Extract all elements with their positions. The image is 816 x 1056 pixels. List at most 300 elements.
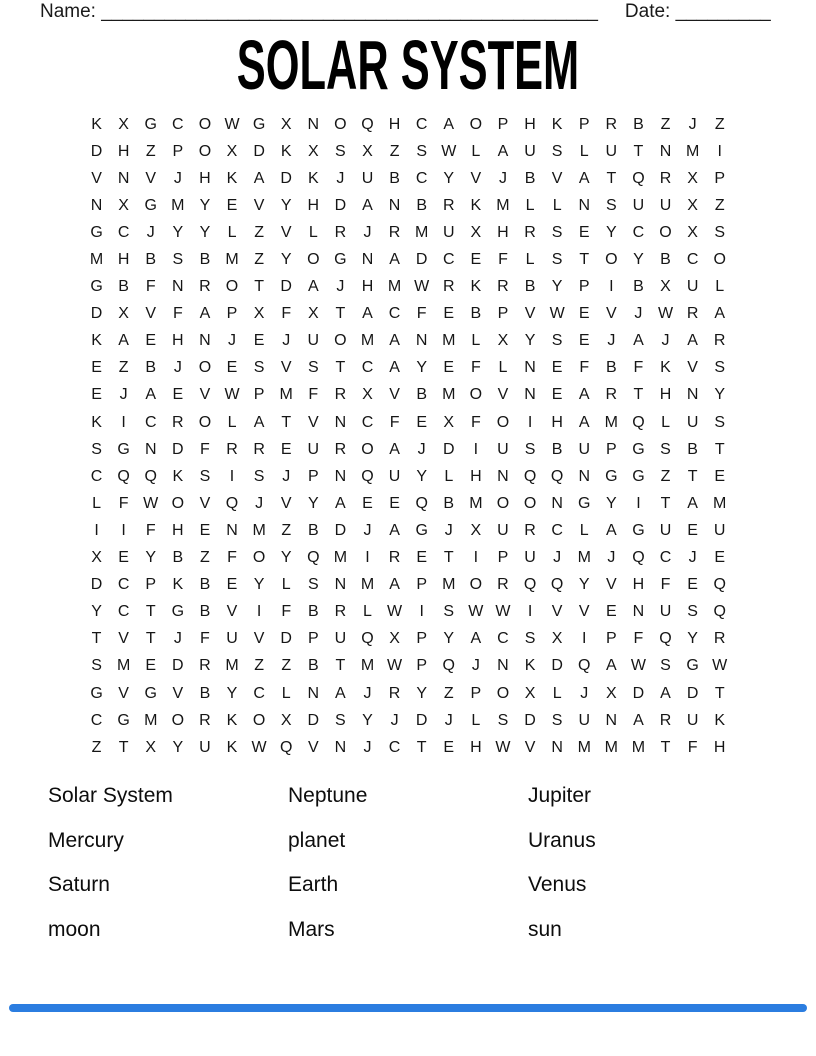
grid-letter: N — [686, 386, 699, 404]
grid-letter: L — [552, 196, 562, 214]
grid-letter: M — [442, 576, 456, 594]
grid-letter: U — [497, 440, 509, 458]
grid-letter: L — [308, 223, 318, 241]
grid-letter: J — [173, 359, 182, 377]
grid-letter: E — [578, 305, 590, 323]
grid-letter: A — [389, 332, 400, 350]
grid-letter: F — [118, 494, 129, 512]
grid-letter: N — [172, 278, 184, 296]
grid-letter: S — [605, 196, 617, 214]
grid-letter: Y — [226, 684, 238, 702]
grid-letter: O — [469, 386, 483, 404]
grid-letter: Q — [550, 576, 564, 594]
grid-letter: R — [605, 386, 618, 404]
grid-letter: Y — [145, 549, 157, 567]
grid-letter: I — [527, 603, 533, 621]
grid-letter: Y — [416, 684, 427, 702]
grid-letter: U — [334, 630, 347, 648]
grid-letter: A — [389, 251, 400, 269]
grid-letter: O — [252, 549, 266, 567]
grid-letter: L — [552, 684, 562, 702]
grid-letter: U — [307, 332, 320, 350]
grid-letter: F — [200, 440, 210, 458]
grid-letter: B — [633, 278, 644, 296]
grid-letter: R — [659, 711, 672, 729]
grid-letter: R — [199, 657, 211, 675]
grid-letter: N — [551, 738, 563, 756]
grid-letter: F — [227, 549, 237, 567]
grid-letter: D — [253, 142, 265, 160]
grid-letter: R — [199, 278, 211, 296]
grid-letter: N — [524, 386, 536, 404]
grid-letter: C — [117, 576, 130, 594]
grid-letter: M — [279, 386, 293, 404]
grid-letter: E — [551, 386, 563, 404]
grid-letter: B — [307, 521, 319, 539]
grid-letter: V — [578, 603, 590, 621]
grid-letter: U — [226, 630, 238, 648]
grid-letter: F — [145, 521, 156, 539]
grid-letter: B — [199, 576, 211, 594]
grid-letter: J — [580, 684, 589, 702]
grid-letter: A — [362, 196, 373, 214]
grid-letter: S — [91, 440, 102, 458]
grid-letter: S — [687, 603, 698, 621]
grid-letter: F — [308, 386, 319, 404]
grid-letter: R — [605, 115, 618, 133]
grid-letter: O — [361, 440, 374, 458]
grid-letter: G — [632, 521, 645, 539]
grid-letter: J — [363, 521, 372, 539]
grid-letter: S — [307, 576, 319, 594]
word-list-column-1 — [48, 774, 173, 952]
grid-letter: V — [253, 196, 265, 214]
grid-letter: E — [226, 576, 238, 594]
grid-letter: V — [551, 603, 563, 621]
grid-letter: C — [144, 413, 157, 431]
grid-letter: Y — [605, 223, 617, 241]
grid-letter: G — [632, 440, 645, 458]
grid-letter: M — [496, 196, 510, 214]
grid-letter: Y — [687, 630, 698, 648]
grid-letter: J — [228, 332, 237, 350]
grid-letter: T — [606, 169, 617, 187]
grid-letter: A — [389, 576, 400, 594]
grid-letter: G — [144, 684, 157, 702]
grid-letter: A — [389, 440, 400, 458]
grid-letter: B — [145, 359, 157, 377]
grid-letter: D — [90, 576, 103, 594]
grid-letter: V — [145, 169, 157, 187]
grid-letter: I — [527, 413, 533, 431]
grid-letter: J — [282, 467, 291, 485]
grid-letter: M — [360, 332, 375, 350]
grid-letter: O — [469, 576, 483, 594]
grid-letter: S — [253, 467, 265, 485]
grid-letter: D — [686, 684, 699, 702]
grid-letter: J — [553, 549, 562, 567]
grid-letter: A — [578, 386, 590, 404]
grid-letter: J — [173, 630, 182, 648]
grid-letter: O — [198, 115, 212, 133]
grid-letter: Q — [713, 603, 726, 621]
grid-letter: R — [334, 603, 347, 621]
grid-letter: K — [524, 657, 536, 675]
grid-letter: C — [172, 115, 184, 133]
word-list-item: Mars — [288, 917, 335, 941]
grid-letter: V — [307, 413, 319, 431]
grid-letter: Z — [281, 657, 292, 675]
grid-letter: C — [415, 115, 428, 133]
grid-letter: C — [442, 251, 455, 269]
grid-letter: W — [387, 657, 403, 675]
grid-letter: A — [145, 386, 157, 404]
grid-letter: S — [443, 603, 455, 621]
word-list-item: Mercury — [48, 828, 124, 852]
grid-letter: D — [551, 657, 563, 675]
grid-letter: A — [199, 305, 211, 323]
header — [40, 0, 776, 26]
grid-letter: A — [633, 711, 644, 729]
grid-letter: L — [227, 223, 237, 241]
grid-letter: H — [497, 223, 509, 241]
grid-letter: R — [524, 223, 536, 241]
grid-letter: G — [90, 278, 103, 296]
grid-letter: N — [334, 738, 347, 756]
grid-letter: H — [470, 467, 482, 485]
grid-letter: X — [497, 332, 509, 350]
grid-letter: N — [659, 142, 672, 160]
grid-letter: T — [660, 738, 671, 756]
grid-letter: H — [199, 169, 211, 187]
grid-letter: H — [172, 521, 184, 539]
grid-letter: F — [281, 603, 292, 621]
grid-letter: E — [118, 549, 129, 567]
grid-letter: O — [713, 251, 726, 269]
grid-letter: B — [524, 278, 536, 296]
grid-letter: E — [172, 386, 184, 404]
grid-letter: K — [172, 467, 184, 485]
grid-letter: H — [117, 142, 130, 160]
grid-letter: M — [225, 657, 239, 675]
grid-letter: A — [253, 169, 265, 187]
grid-letter: K — [660, 359, 671, 377]
grid-letter: J — [417, 440, 426, 458]
grid-letter: U — [524, 549, 536, 567]
grid-letter: L — [281, 576, 291, 594]
grid-letter: X — [145, 738, 157, 756]
grid-letter: T — [633, 386, 644, 404]
grid-letter: U — [361, 169, 374, 187]
grid-letter: B — [118, 278, 129, 296]
grid-letter: R — [388, 223, 401, 241]
grid-letter: W — [630, 657, 646, 675]
grid-letter: K — [91, 115, 102, 133]
grid-letter: K — [172, 576, 184, 594]
grid-letter: G — [117, 440, 130, 458]
grid-letter: Y — [524, 332, 536, 350]
grid-letter: K — [91, 332, 102, 350]
grid-letter: A — [389, 521, 400, 539]
grid-letter: O — [171, 494, 185, 512]
grid-letter: G — [686, 657, 699, 675]
grid-letter: Y — [416, 467, 427, 485]
grid-letter: W — [251, 738, 267, 756]
grid-letter: V — [524, 738, 536, 756]
grid-letter: M — [577, 549, 591, 567]
grid-letter: O — [307, 251, 320, 269]
grid-letter: C — [497, 630, 509, 648]
grid-letter: P — [714, 169, 726, 187]
grid-letter: J — [146, 223, 155, 241]
grid-letter: F — [200, 630, 210, 648]
grid-letter: U — [578, 440, 591, 458]
grid-letter: V — [605, 576, 617, 594]
grid-letter: O — [252, 711, 266, 729]
grid-letter: O — [334, 115, 347, 133]
grid-letter: X — [551, 630, 563, 648]
grid-letter: N — [226, 521, 238, 539]
grid-letter: T — [118, 738, 129, 756]
grid-letter: A — [578, 413, 590, 431]
grid-letter: Q — [117, 467, 130, 485]
grid-letter: J — [607, 549, 616, 567]
grid-letter: Q — [550, 467, 564, 485]
grid-letter: Q — [632, 413, 645, 431]
grid-letter: I — [365, 549, 370, 567]
grid-letter: B — [307, 603, 319, 621]
grid-letter: Z — [91, 738, 102, 756]
grid-letter: Y — [280, 251, 292, 269]
grid-letter: U — [659, 196, 672, 214]
grid-letter: D — [280, 630, 292, 648]
grid-letter: F — [416, 305, 427, 323]
grid-letter: R — [713, 332, 726, 350]
grid-letter: U — [524, 142, 536, 160]
grid-letter: B — [199, 603, 211, 621]
grid-letter: G — [144, 196, 157, 214]
word-list-item: sun — [528, 917, 562, 941]
grid-letter: B — [199, 684, 211, 702]
grid-letter: R — [388, 684, 401, 702]
grid-letter: Z — [254, 223, 264, 241]
grid-letter: S — [335, 142, 346, 160]
grid-letter: P — [470, 684, 482, 702]
grid-letter: P — [416, 576, 427, 594]
grid-letter: B — [172, 549, 184, 567]
grid-letter: C — [90, 467, 103, 485]
grid-letter: A — [660, 684, 671, 702]
grid-letter: F — [145, 278, 156, 296]
grid-letter: H — [172, 332, 184, 350]
grid-letter: L — [525, 196, 535, 214]
grid-letter: O — [334, 332, 347, 350]
grid-letter: E — [714, 549, 726, 567]
grid-letter: K — [714, 711, 726, 729]
word-list-item: moon — [48, 917, 101, 941]
grid-letter: M — [442, 332, 456, 350]
grid-letter: V — [307, 738, 319, 756]
grid-letter: L — [471, 332, 481, 350]
grid-letter: I — [121, 413, 126, 431]
grid-letter: S — [335, 711, 346, 729]
grid-letter: N — [497, 467, 509, 485]
grid-letter: B — [524, 169, 536, 187]
grid-letter: H — [470, 738, 482, 756]
grid-letter: X — [660, 278, 671, 296]
grid-letter: P — [253, 386, 265, 404]
grid-letter: J — [607, 332, 616, 350]
grid-letter: L — [579, 521, 589, 539]
grid-letter: F — [633, 630, 644, 648]
word-list-item: planet — [288, 828, 346, 852]
grid-letter: M — [225, 251, 239, 269]
grid-letter: E — [145, 332, 157, 350]
grid-letter: G — [144, 115, 157, 133]
word-list-item: Saturn — [48, 873, 110, 896]
grid-letter: Y — [172, 223, 184, 241]
grid-letter: J — [688, 115, 697, 133]
grid-letter: Q — [225, 494, 239, 512]
grid-letter: S — [416, 142, 427, 160]
grid-letter: G — [171, 603, 185, 621]
grid-letter: U — [388, 467, 401, 485]
grid-letter: A — [470, 630, 482, 648]
grid-letter: U — [686, 278, 699, 296]
grid-letter: H — [713, 738, 726, 756]
grid-letter: Y — [172, 738, 184, 756]
grid-letter: C — [632, 223, 645, 241]
grid-letter: Q — [632, 549, 645, 567]
grid-letter: Z — [389, 142, 400, 160]
grid-letter: A — [335, 494, 346, 512]
grid-letter: S — [524, 440, 536, 458]
grid-letter: P — [578, 115, 590, 133]
grid-letter: R — [497, 278, 509, 296]
grid-letter: S — [307, 359, 319, 377]
grid-letter: B — [660, 251, 671, 269]
grid-letter: Q — [659, 630, 672, 648]
grid-letter: C — [253, 684, 265, 702]
grid-letter: C — [551, 521, 563, 539]
word-list-item: Solar System — [48, 784, 173, 807]
grid-letter: L — [227, 413, 237, 431]
grid-letter: Z — [145, 142, 156, 160]
grid-letter: V — [605, 305, 617, 323]
grid-letter: D — [90, 305, 103, 323]
grid-letter: W — [414, 278, 430, 296]
grid-letter: I — [473, 549, 479, 567]
grid-letter: F — [633, 359, 644, 377]
grid-letter: F — [172, 305, 183, 323]
grid-letter: P — [497, 305, 509, 323]
grid-letter: A — [687, 332, 698, 350]
grid-letter: W — [495, 603, 511, 621]
grid-letter: J — [444, 711, 453, 729]
grid-letter: M — [252, 521, 266, 539]
grid-letter: N — [334, 576, 347, 594]
grid-letter: C — [388, 305, 401, 323]
grid-letter: V — [253, 630, 265, 648]
grid-letter: S — [714, 359, 726, 377]
grid-letter: X — [524, 684, 536, 702]
grid-letter: J — [282, 332, 291, 350]
grid-letter: Q — [144, 467, 157, 485]
grid-letter: O — [171, 711, 185, 729]
grid-letter: R — [199, 711, 211, 729]
grid-letter: E — [714, 467, 726, 485]
word-list-column-3 — [528, 774, 596, 952]
grid-letter: Y — [578, 576, 590, 594]
grid-letter: W — [387, 603, 403, 621]
grid-letter: N — [388, 196, 401, 214]
grid-letter: I — [229, 467, 235, 485]
grid-letter: B — [605, 359, 617, 377]
grid-letter: J — [498, 169, 507, 187]
grid-letter: X — [307, 142, 319, 160]
word-list — [0, 774, 816, 964]
grid-letter: T — [660, 494, 671, 512]
grid-letter: G — [90, 684, 103, 702]
grid-letter: O — [496, 413, 510, 431]
grid-letter: P — [416, 657, 427, 675]
grid-letter: F — [687, 738, 698, 756]
grid-letter: T — [145, 603, 156, 621]
grid-letter: Z — [200, 549, 210, 567]
grid-letter: X — [470, 223, 482, 241]
grid-letter: R — [172, 413, 184, 431]
grid-letter: C — [415, 169, 428, 187]
grid-letter: X — [687, 223, 698, 241]
grid-letter: I — [609, 278, 614, 296]
grid-letter: P — [307, 630, 319, 648]
grid-letter: P — [578, 278, 590, 296]
grid-letter: K — [470, 278, 482, 296]
grid-letter: E — [280, 440, 292, 458]
grid-letter: Y — [443, 169, 455, 187]
grid-letter: H — [361, 278, 374, 296]
grid-letter: O — [198, 142, 212, 160]
grid-letter: G — [90, 223, 103, 241]
grid-letter: H — [117, 251, 130, 269]
grid-letter: X — [470, 521, 482, 539]
grid-letter: E — [226, 359, 238, 377]
grid-letter: Q — [279, 738, 293, 756]
grid-letter: X — [443, 413, 455, 431]
grid-letter: P — [497, 115, 509, 133]
grid-letter: A — [118, 332, 129, 350]
grid-letter: H — [388, 115, 401, 133]
grid-letter: O — [198, 359, 212, 377]
grid-letter: T — [335, 657, 346, 675]
grid-letter: N — [497, 657, 509, 675]
grid-letter: E — [687, 521, 698, 539]
grid-letter: E — [605, 603, 617, 621]
grid-letter: E — [199, 521, 211, 539]
grid-letter: Q — [415, 494, 428, 512]
grid-letter: Z — [254, 251, 264, 269]
grid-letter: D — [524, 711, 536, 729]
grid-letter: W — [224, 386, 240, 404]
grid-letter: V — [389, 386, 400, 404]
grid-letter: Q — [442, 657, 455, 675]
grid-letter: U — [307, 440, 320, 458]
grid-letter: N — [199, 332, 211, 350]
word-list-column-2 — [288, 774, 367, 952]
grid-letter: A — [633, 332, 644, 350]
grid-letter: V — [226, 603, 238, 621]
grid-letter: V — [551, 169, 563, 187]
